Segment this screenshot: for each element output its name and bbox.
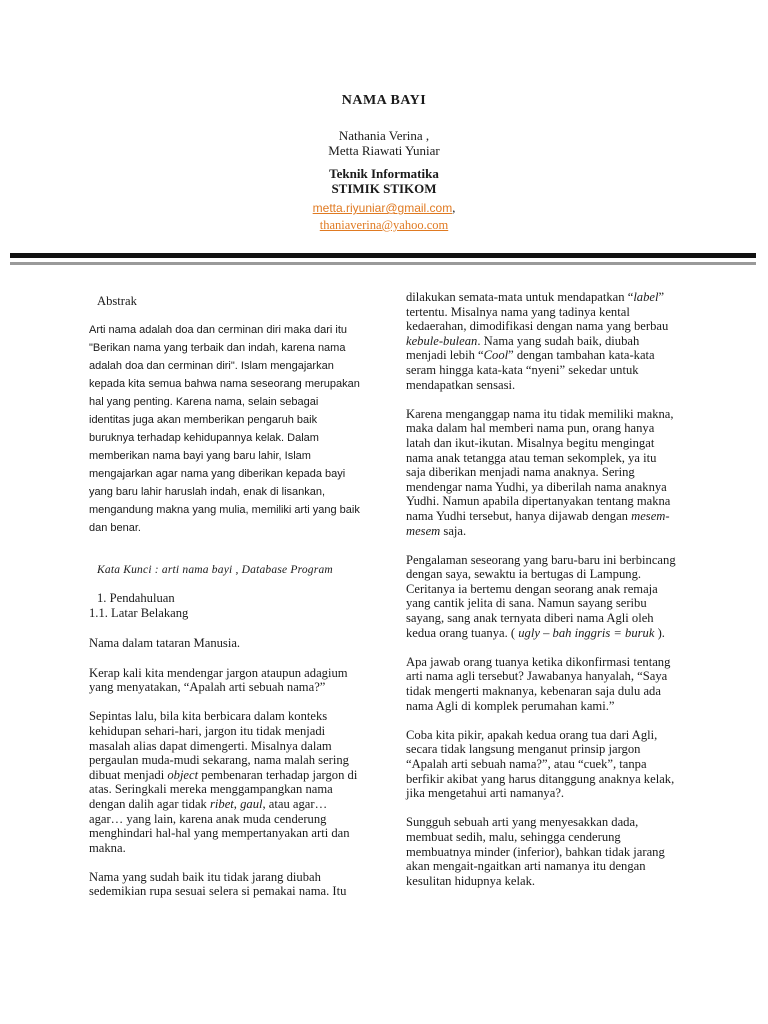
email-block — [0, 200, 768, 234]
left-column — [89, 294, 361, 914]
subsection-heading-latar-belakang: 1.1. Latar Belakang — [89, 605, 189, 620]
paragraph: Sungguh sebuah arti yang menyesakkan dada, membuat sedih, malu, sehingga cenderung membuatnya minder (inferior), bahkan tidak jarang akan mengait-ngaitkan arti namanya itu dengan kesulitan hidupnya kelak. — [406, 815, 665, 888]
paragraph: Kerap kali kita mendengar jargon ataupun adagium yang menyatakan, “Apalah arti sebuah nama?” — [89, 665, 348, 695]
paper-title: NAMA BAYI — [341, 93, 427, 108]
paragraph: Pengalaman seseorang yang baru-baru ini berbincang dengan saya, sewaktu ia bertugas di Lampung. Ceritanya ia bertemu dengan seorang anak remaja yang cantik jelita di sana. Namun sayang seribu sayang, sang anak ternyata diberi nama Agli oleh kedua orang tuanya. ( ugly – bah inggris = buruk ). — [406, 552, 676, 640]
keywords: Kata Kunci : arti nama bayi , Database Program — [97, 563, 333, 576]
email-link-2[interactable]: thaniaverina@yahoo.com — [319, 218, 449, 232]
paragraph: Apa jawab orang tuanya ketika dikonfirmasi tentang arti nama agli tersebut? Jawabanya hanyalah, “Saya tidak mengerti maknanya, kebenaran saja dulu ada nama Agli di komplek perumahan kami.” — [406, 654, 671, 713]
email-separator: , — [452, 201, 456, 215]
abstract-text: Arti nama adalah doa dan cerminan diri maka dari itu "Berikan nama yang terbaik dan indah, karena nama adalah doa dan cerminan diri". Islam mengajarkan kepada kita semua bahwa nama seseorang merupakan hal yang penting. Karena nama, selain sebagai identitas juga akan memberikan pengaruh baik buruknya terhadap kehidupannya kelak. Dalam memberikan nama bayi yang baru lahir, Islam mengajarkan agar nama yang diberikan kepada bayi yang baru lahir haruslah indah, enak di lisankan, mengandung makna yang mulia, memiliki arti yang baik dan benar. — [89, 323, 360, 534]
header-rule-thin — [10, 262, 756, 265]
email-link-1[interactable]: metta.riyuniar@gmail.com — [312, 201, 453, 215]
institution-name: STIMIK STIKOM — [331, 181, 437, 196]
paragraph: Nama yang sudah baik itu tidak jarang diubah sedemikian rupa sesuai selera si pemakai nama. Itu — [89, 869, 347, 899]
department: Teknik Informatika — [329, 166, 439, 181]
right-column — [406, 290, 678, 903]
paragraph: Sepintas lalu, bila kita berbicara dalam konteks kehidupan sehari-hari, jargon itu tidak menjadi masalah alias dapat dimengerti. Misalnya dalam pergaulan muda-mudi sekarang, nama malah sering dibuat menjadi object pembenaran terhadap jargon di atas. Seringkali mereka menggampangkan nama dengan dalih agar tidak ribet, gaul, atau agar… agar… yang lain, karena anak muda cenderung menghindari hal-hal yang mempertanyakan arti dan makna. — [89, 709, 358, 855]
author-2: Metta Riawati Yuniar — [328, 143, 440, 158]
paragraph: Karena menganggap nama itu tidak memiliki makna, maka dalam hal memberi nama pun, orang hanya latah dan ikut-ikutan. Misalnya begitu mengingat nama anak tetangga atau teman sekomplek, ya itu saja diberikan menjadi nama anaknya. Sering mendengar nama Yudhi, ya diberilah nama anaknya Yudhi. Namun apabila dipertanyakan tentang makna nama Yudhi tersebut, hanya dijawab dengan mesem-mesem saja. — [406, 406, 674, 538]
author-block — [0, 128, 768, 158]
abstract-heading: Abstrak — [97, 294, 137, 308]
paragraph: Coba kita pikir, apakah kedua orang tua dari Agli, secara tidak langsung menganut prinsip jargon “Apalah arti sebuah nama?”, atau “cuek”, tanpa berfikir akibat yang harus ditanggung anaknya kelak, jika mengetahui arti namanya?. — [406, 727, 675, 801]
author-1: Nathania Verina , — [338, 128, 430, 143]
paragraph: dilakukan semata-mata untuk mendapatkan “label” tertentu. Misalnya nama yang tadinya kental kedaerahan, dimodifikasi dengan nama yang berbau kebule-bulean. Nama yang sudah baik, diubah menjadi lebih “Cool” dengan tambahan kata-kata seram hingga kata-kata “nyeni” sekedar untuk mendapatkan sensasi. — [406, 290, 669, 392]
institution-block — [0, 166, 768, 196]
paragraph: Nama dalam tataran Manusia. — [89, 636, 241, 651]
section-heading-pendahuluan: 1. Pendahuluan — [97, 591, 175, 606]
header-rule-thick — [10, 253, 756, 258]
